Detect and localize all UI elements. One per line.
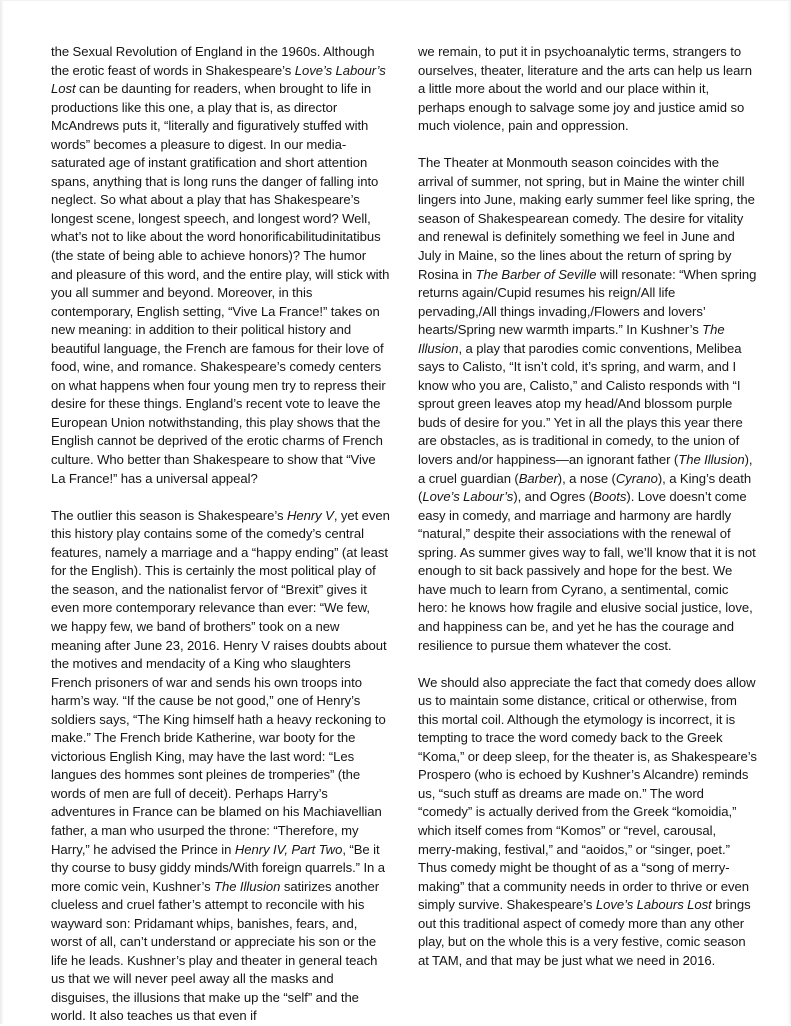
- italic-title-run: Henry V: [286, 507, 334, 523]
- two-column-text-body: [51, 43, 757, 1026]
- text-run: can be daunting for readers, when brought to life in productions like this one, a play that is, as director McAndrews puts it, “literally and figuratively stuffed with words” becomes a pleasure to digest. In our media-saturated age of instant gratification and short attention spans, anything that is long runs the danger of falling into neglect. So what about a play that has Shakespeare’s longest scene, longest speech, and longest word? Well, what’s not to like about the word honorificabilitudinitatibus (the state of being able to achieve honors)? The humor and pleasure of this word, and the entire play, will stick with you all summer and beyond. Moreover, in this contemporary, English setting, “Vive La France!” takes on new meaning: in addition to their political history and beautiful language, the French are famous for their love of food, wine, and romance. Shakespeare’s comedy centers on what happens when four young men try to repress their desire for these things. England’s recent vote to leave the European Union notwithstanding, this play shows that the English cannot be deprived of the erotic charms of French culture. Who better than Shakespeare to show that “Vive La France!” has a universal appeal?: [51, 81, 390, 486]
- left-para-1: [51, 43, 390, 488]
- text-run: brings out this traditional aspect of comedy more than any other play, but on the whole this is a very festive, comic season at TAM, and that may be just what we need in 2016.: [418, 897, 751, 968]
- text-run: The outlier this season is Shakespeare’s: [51, 507, 287, 523]
- left-column: [51, 43, 390, 1026]
- italic-title-run: Cyrano: [615, 470, 658, 486]
- text-run: , a play that parodies comic conventions, Melibea says to Calisto, “It isn’t cold, it’s spring, and warm, and I know who you are, Calisto,” and Calisto responds with “I sprout green leaves atop my head/And blossom purple buds of desire for you.” Yet in all the plays this year there are obstacles, as is traditional in comedy, to the union of lovers and/or happiness—an ignorant father (: [418, 340, 743, 468]
- italic-title-run: The Illusion: [678, 452, 745, 468]
- text-run: ), a King’s death (: [418, 470, 752, 505]
- text-run: , yet even this history play contains some of the comedy’s central features, namely a marriage and a “happy ending” (at least for the English). This is certainly the most political play of the season, and the nationalist fervor of “Brexit” gives it even more contemporary relevance than ever: “We few, we happy few, we band of brothers” took on a new meaning after June 23, 2016. Henry V raises doubts about the motives and mendacity of a King who slaughters French prisoners of war and sends his own troops into harm’s way. “If the cause be not good,” one of Henry’s soldiers says, “The King himself hath a heavy reckoning to make.” The French bride Katherine, war booty for the victorious English King, may have the last word: “Les langues des hommes sont pleines de tromperies” (the words of men are full of deceit). Perhaps Harry’s adventures in France can be blamed on his Machiavellian father, a man who usurped the throne: “Therefore, my Harry,” he advised the Prince in: [51, 507, 390, 857]
- italic-title-run: Love’s Labours Lost: [595, 897, 712, 913]
- italic-title-run: Henry IV, Part Two: [234, 841, 343, 857]
- left-para-2: [51, 507, 390, 1026]
- text-run: We should also appreciate the fact that comedy does allow us to maintain some distance, critical or otherwise, from this mortal coil. Although the etymology is incorrect, it is tempting to trace the word comedy back to the Greek “Koma,” or deep sleep, for the theater is, as Shakespeare’s Prospero (who is echoed by Kushner’s Alcandre) reminds us, “such stuff as dreams are made on.” The word “comedy” is actually derived from the Greek “komoidia,” which itself comes from “Komos” or “revel, carousal, merry-making, festival,” and “aoidos,” or “singer, poet.” Thus comedy might be thought of as a “song of merry-making” that a community needs in order to thrive or even simply survive. Shakespeare’s: [418, 674, 757, 913]
- text-run: The Theater at Monmouth season coincides with the arrival of summer, not spring, but in Maine the winter chill lingers into June, making early summer feel like spring, the season of Shakespearean comedy. The desire for vitality and renewal is definitely something we feel in June and July in Maine, so the lines about the return of spring by Rosina in: [418, 155, 755, 282]
- text-run: we remain, to put it in psychoanalytic terms, strangers to ourselves, theater, literature and the arts can help us learn a little more about the world and our place within it, perhaps enough to salvage some joy and justice amid so much violence, pain and oppression.: [418, 44, 752, 134]
- italic-title-run: The Illusion: [214, 878, 281, 894]
- italic-title-run: Barber: [518, 470, 558, 486]
- italic-title-run: Love’s Labour’s: [422, 489, 514, 505]
- right-para-3: [418, 674, 757, 971]
- text-run: satirizes another clueless and cruel father’s attempt to reconcile with his wayward son: Pridamant whips, banishes, fears, and, worst of all, can’t understand or appreciate his son or the life he leads. Kushner’s play and theater in general teach us that we will never peel away all the masks and disguises, the illusions that make up the “self” and the world. It also teaches us that even if: [51, 878, 380, 1024]
- text-run: ), a cruel guardian (: [418, 452, 753, 486]
- italic-title-run: The Barber of Seville: [475, 266, 597, 282]
- right-column: [418, 43, 757, 1026]
- text-run: , “Be it thy course to busy giddy minds/With foreign quarrels.” In a more comic vein, Kushner’s: [51, 841, 385, 894]
- text-run: will resonate: “When spring returns again/Cupid resumes his reign/All life pervading,/All things invading,/Flowers and lovers’ hearts/Spring new warmth imparts.” In Kushner’s: [418, 266, 757, 338]
- italic-title-run: The Illusion: [418, 322, 725, 356]
- right-para-1: [418, 43, 757, 136]
- right-para-2: [418, 154, 757, 655]
- italic-title-run: Boots: [593, 489, 627, 505]
- text-run: ). Love doesn’t come easy in comedy, and marriage and harmony are hardly “natural,” despite their associations with the renewal of spring. As summer gives way to fall, we’ll know that it is not enough to sit back passively and hope for the best. We have much to learn from Cyrano, a sentimental, comic hero: he knows how fragile and elusive social justice, love, and happiness can be, and yet he has the courage and resilience to pursue them whatever the cost.: [418, 489, 756, 653]
- text-run: ), a nose (: [557, 470, 616, 486]
- text-run: the Sexual Revolution of England in the 1960s. Although the erotic feast of words in Shakespeare’s: [51, 44, 375, 78]
- italic-title-run: Love’s Labour’s Lost: [51, 62, 386, 97]
- text-run: ), and Ogres (: [513, 489, 594, 505]
